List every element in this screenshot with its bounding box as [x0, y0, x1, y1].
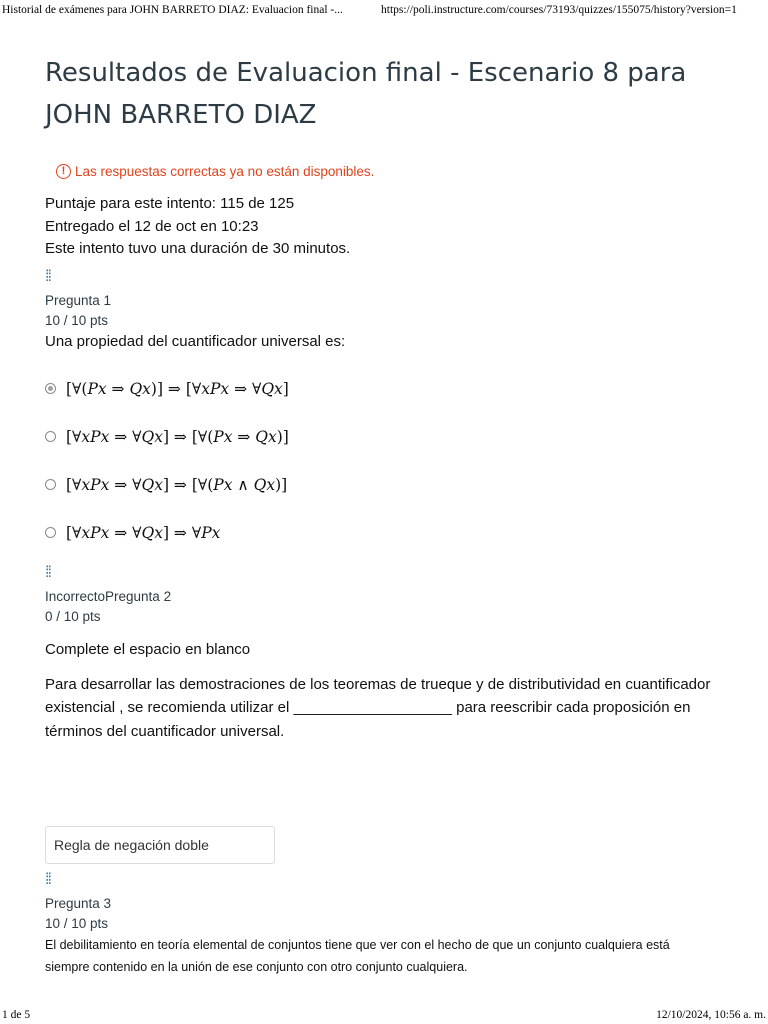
- question-text-line: siempre contenido en la unión de ese conjunto con otro conjunto cualquiera.: [45, 960, 468, 974]
- answer-option[interactable]: [45, 509, 725, 557]
- answer-option[interactable]: [45, 461, 725, 509]
- answer-text: [∀(𝑃𝑥 ⇒ 𝑄𝑥)] ⇒ [∀𝑥𝑃𝑥 ⇒ ∀𝑄𝑥]: [66, 379, 289, 398]
- drag-handle-icon[interactable]: ⁞⁞: [45, 871, 50, 888]
- radio-icon[interactable]: [45, 527, 56, 538]
- answers-unavailable-notice: [56, 164, 725, 179]
- answer-option[interactable]: [45, 413, 725, 461]
- question-2: [45, 563, 725, 865]
- question-text-line: términos del cuantificador universal.: [45, 722, 285, 740]
- question-1: [45, 267, 725, 557]
- question-name: IncorrectoPregunta 2: [45, 588, 172, 604]
- main-content: [45, 52, 725, 978]
- question-instruction: Complete el espacio en blanco: [45, 640, 251, 658]
- answer-text: [∀𝑥𝑃𝑥 ⇒ ∀𝑄𝑥] ⇒ [∀(𝑃𝑥 ⇒ 𝑄𝑥)]: [66, 427, 289, 446]
- answer-option[interactable]: [45, 365, 725, 413]
- attempt-summary: [45, 193, 725, 261]
- print-datetime: 12/10/2024, 10:56 a. m.: [656, 1009, 766, 1021]
- question-text: [45, 673, 725, 744]
- notice-text: Las respuestas correctas ya no están disponibles.: [75, 164, 375, 179]
- print-header-title: Historial de exámenes para JOHN BARRETO DIAZ: Evaluacion final -...: [2, 4, 343, 16]
- print-footer: [0, 1006, 768, 1024]
- page-number: 1 de 5: [2, 1009, 31, 1021]
- print-header: [0, 0, 768, 20]
- print-header-url: https://poli.instructure.com/courses/73193/quizzes/155075/history?version=1: [381, 4, 737, 16]
- question-text-line: El debilitamiento en teoría elemental de conjuntos tiene que ver con el hecho de que un conjunto cualquiera está: [45, 938, 670, 952]
- question-points: 10 / 10 pts: [45, 916, 109, 931]
- radio-selected-icon[interactable]: [45, 383, 56, 394]
- score-text: Puntaje para este intento: 115 de 125: [45, 195, 295, 212]
- radio-icon[interactable]: [45, 479, 56, 490]
- question-name: Pregunta 3: [45, 896, 112, 911]
- fill-blank-answer-field[interactable]: Regla de negación doble: [45, 826, 275, 864]
- submitted-text: Entregado el 12 de oct en 10:23: [45, 217, 259, 235]
- question-text-line: Para desarrollar las demostraciones de los teoremas de trueque y de distributividad en cuantificador: [45, 675, 711, 693]
- duration-text: Este intento tuvo una duración de 30 minutos.: [45, 240, 351, 257]
- question-text-line: existencial , se recomienda utilizar el ___________________ para reescribir cada proposición en: [45, 699, 691, 716]
- warning-circle-icon: !: [56, 164, 71, 179]
- page-title-line2: JOHN BARRETO DIAZ: [45, 100, 317, 130]
- drag-handle-icon[interactable]: ⁞⁞: [45, 267, 50, 285]
- question-text: Una propiedad del cuantificador universal es:: [45, 332, 346, 350]
- answer-text: [∀𝑥𝑃𝑥 ⇒ ∀𝑄𝑥] ⇒ ∀𝑃𝑥: [66, 523, 221, 542]
- question-name: Pregunta 1: [45, 292, 112, 308]
- answer-list: [45, 365, 725, 557]
- question-points: 0 / 10 pts: [45, 608, 101, 624]
- question-3: [45, 870, 725, 978]
- question-points: 10 / 10 pts: [45, 312, 109, 328]
- page-title: [45, 52, 725, 136]
- drag-handle-icon[interactable]: ⁞⁞: [45, 563, 50, 581]
- page-title-line1: Resultados de Evaluacion final - Escenario 8 para: [45, 58, 687, 88]
- answer-text: [∀𝑥𝑃𝑥 ⇒ ∀𝑄𝑥] ⇒ [∀(𝑃𝑥 ∧ 𝑄𝑥)]: [66, 475, 288, 494]
- question-text: [45, 934, 725, 978]
- radio-icon[interactable]: [45, 431, 56, 442]
